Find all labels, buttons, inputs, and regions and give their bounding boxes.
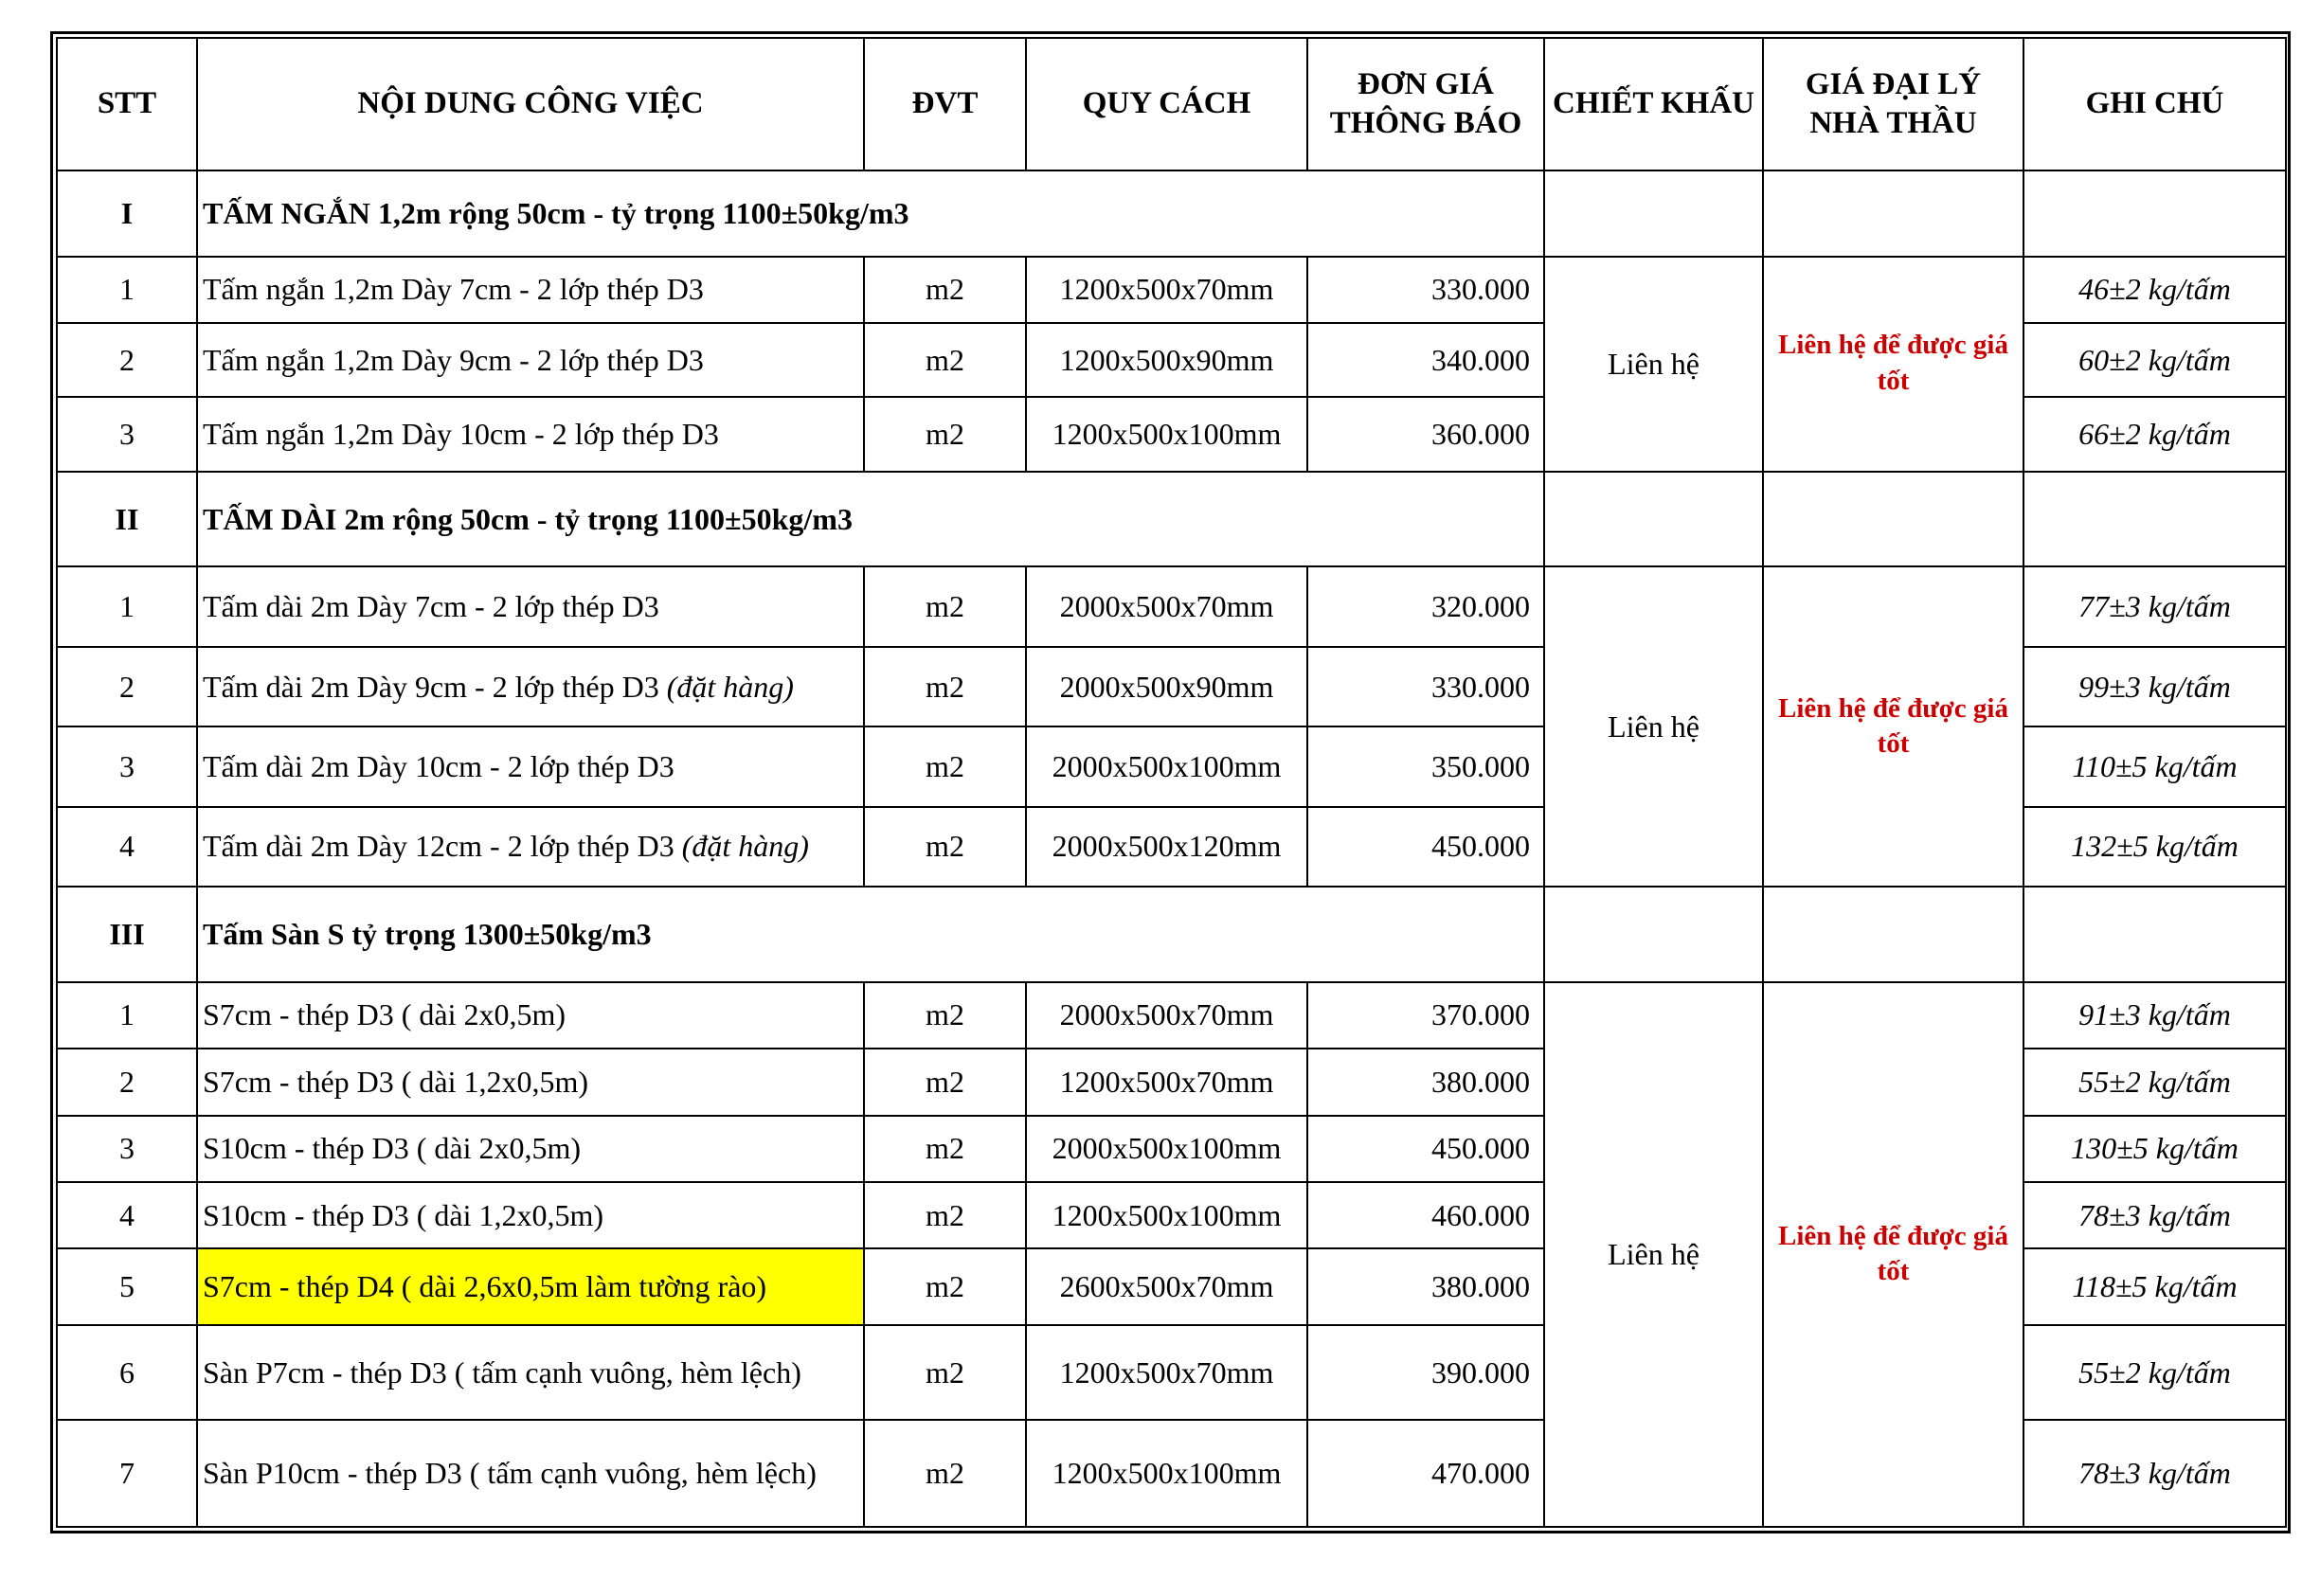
row-ghi-chu: 55±2 kg/tấm xyxy=(2023,1049,2286,1115)
price-table-frame xyxy=(50,31,2291,1533)
row-dvt: m2 xyxy=(864,982,1026,1049)
row-name xyxy=(197,807,864,887)
row-name xyxy=(197,397,864,471)
row-price: 380.000 xyxy=(1307,1248,1544,1324)
row-order-note: (đặt hàng) xyxy=(681,829,809,864)
row-stt: 2 xyxy=(57,323,197,397)
row-dvt: m2 xyxy=(864,1116,1026,1182)
row-name xyxy=(197,982,864,1049)
section-gia-dai-ly: Liên hệ để được giá tốt xyxy=(1763,982,2023,1527)
row-name xyxy=(197,1248,864,1324)
row-price: 450.000 xyxy=(1307,1116,1544,1182)
row-name-text: S10cm - thép D3 ( dài 1,2x0,5m) xyxy=(203,1197,604,1232)
row-name xyxy=(197,1049,864,1115)
row-name-text: Tấm dài 2m Dày 10cm - 2 lớp thép D3 xyxy=(203,748,674,783)
section-header-row xyxy=(57,170,2286,257)
row-name xyxy=(197,1420,864,1527)
section-empty-cell xyxy=(2023,887,2286,982)
table-row xyxy=(57,982,2286,1049)
row-dvt: m2 xyxy=(864,1049,1026,1115)
row-ghi-chu: 78±3 kg/tấm xyxy=(2023,1420,2286,1527)
section-empty-cell xyxy=(1544,170,1763,257)
header-noi-dung: NỘI DUNG CÔNG VIỆC xyxy=(197,38,864,170)
header-row xyxy=(57,38,2286,170)
section-gia-dai-ly: Liên hệ để được giá tốt xyxy=(1763,257,2023,472)
row-spec: 2000x500x70mm xyxy=(1026,566,1307,646)
row-dvt: m2 xyxy=(864,1248,1026,1324)
row-name-text: S7cm - thép D4 ( dài 2,6x0,5m làm tường rào) xyxy=(203,1269,767,1304)
row-dvt: m2 xyxy=(864,1420,1026,1527)
row-spec: 2600x500x70mm xyxy=(1026,1248,1307,1324)
header-gia-dai-ly: GIÁ ĐẠI LÝ NHÀ THẦU xyxy=(1763,38,2023,170)
row-stt: 4 xyxy=(57,1182,197,1248)
row-dvt: m2 xyxy=(864,1182,1026,1248)
row-ghi-chu: 46±2 kg/tấm xyxy=(2023,257,2286,323)
section-number: II xyxy=(57,472,197,567)
row-ghi-chu: 91±3 kg/tấm xyxy=(2023,982,2286,1049)
row-ghi-chu: 110±5 kg/tấm xyxy=(2023,726,2286,806)
header-stt: STT xyxy=(57,38,197,170)
section-empty-cell xyxy=(1763,472,2023,567)
row-spec: 1200x500x100mm xyxy=(1026,1182,1307,1248)
row-dvt: m2 xyxy=(864,807,1026,887)
row-name-text: Tấm ngắn 1,2m Dày 10cm - 2 lớp thép D3 xyxy=(203,417,719,452)
header-don-gia: ĐƠN GIÁ THÔNG BÁO xyxy=(1307,38,1544,170)
row-stt: 1 xyxy=(57,982,197,1049)
row-stt: 6 xyxy=(57,1325,197,1421)
row-name xyxy=(197,1182,864,1248)
row-ghi-chu: 66±2 kg/tấm xyxy=(2023,397,2286,471)
table-row xyxy=(57,257,2286,323)
row-spec: 2000x500x120mm xyxy=(1026,807,1307,887)
row-price: 450.000 xyxy=(1307,807,1544,887)
row-name-text: Tấm dài 2m Dày 12cm - 2 lớp thép D3 xyxy=(203,829,674,864)
row-dvt: m2 xyxy=(864,397,1026,471)
row-dvt: m2 xyxy=(864,647,1026,726)
row-price: 370.000 xyxy=(1307,982,1544,1049)
row-price: 460.000 xyxy=(1307,1182,1544,1248)
header-chiet-khau: CHIẾT KHẤU xyxy=(1544,38,1763,170)
row-price: 320.000 xyxy=(1307,566,1544,646)
section-empty-cell xyxy=(1544,887,1763,982)
section-number: I xyxy=(57,170,197,257)
row-ghi-chu: 60±2 kg/tấm xyxy=(2023,323,2286,397)
row-name xyxy=(197,726,864,806)
row-dvt: m2 xyxy=(864,323,1026,397)
row-spec: 1200x500x70mm xyxy=(1026,257,1307,323)
section-empty-cell xyxy=(1763,887,2023,982)
row-name xyxy=(197,323,864,397)
row-stt: 7 xyxy=(57,1420,197,1527)
row-spec: 2000x500x90mm xyxy=(1026,647,1307,726)
row-name-text: Sàn P10cm - thép D3 ( tấm cạnh vuông, hèm lệch) xyxy=(203,1456,817,1491)
row-ghi-chu: 55±2 kg/tấm xyxy=(2023,1325,2286,1421)
row-stt: 1 xyxy=(57,566,197,646)
row-spec: 1200x500x100mm xyxy=(1026,397,1307,471)
row-name xyxy=(197,566,864,646)
row-price: 350.000 xyxy=(1307,726,1544,806)
row-name-text: S7cm - thép D3 ( dài 2x0,5m) xyxy=(203,997,567,1032)
row-price: 330.000 xyxy=(1307,647,1544,726)
row-name xyxy=(197,1116,864,1182)
row-ghi-chu: 77±3 kg/tấm xyxy=(2023,566,2286,646)
row-stt: 3 xyxy=(57,1116,197,1182)
row-price: 360.000 xyxy=(1307,397,1544,471)
table-row xyxy=(57,566,2286,646)
row-price: 470.000 xyxy=(1307,1420,1544,1527)
row-stt: 2 xyxy=(57,647,197,726)
row-price: 380.000 xyxy=(1307,1049,1544,1115)
section-title: TẤM NGẮN 1,2m rộng 50cm - tỷ trọng 1100±50kg/m3 xyxy=(197,170,1544,257)
row-name-text: Tấm ngắn 1,2m Dày 7cm - 2 lớp thép D3 xyxy=(203,272,704,307)
section-empty-cell xyxy=(1763,170,2023,257)
table-body xyxy=(57,170,2286,1527)
row-name xyxy=(197,1325,864,1421)
row-spec: 1200x500x70mm xyxy=(1026,1049,1307,1115)
row-dvt: m2 xyxy=(864,1325,1026,1421)
row-spec: 2000x500x100mm xyxy=(1026,1116,1307,1182)
row-name-text: S10cm - thép D3 ( dài 2x0,5m) xyxy=(203,1131,582,1166)
header-dvt: ĐVT xyxy=(864,38,1026,170)
price-table xyxy=(56,37,2287,1528)
row-price: 330.000 xyxy=(1307,257,1544,323)
row-spec: 1200x500x90mm xyxy=(1026,323,1307,397)
row-dvt: m2 xyxy=(864,257,1026,323)
section-number: III xyxy=(57,887,197,982)
row-dvt: m2 xyxy=(864,726,1026,806)
row-stt: 4 xyxy=(57,807,197,887)
row-spec: 2000x500x100mm xyxy=(1026,726,1307,806)
row-stt: 3 xyxy=(57,726,197,806)
section-empty-cell xyxy=(2023,472,2286,567)
row-stt: 3 xyxy=(57,397,197,471)
row-name-text: Tấm dài 2m Dày 9cm - 2 lớp thép D3 xyxy=(203,669,659,704)
row-ghi-chu: 99±3 kg/tấm xyxy=(2023,647,2286,726)
section-gia-dai-ly: Liên hệ để được giá tốt xyxy=(1763,566,2023,887)
row-spec: 1200x500x70mm xyxy=(1026,1325,1307,1421)
row-stt: 5 xyxy=(57,1248,197,1324)
row-ghi-chu: 130±5 kg/tấm xyxy=(2023,1116,2286,1182)
section-empty-cell xyxy=(2023,170,2286,257)
row-price: 390.000 xyxy=(1307,1325,1544,1421)
row-name-text: Tấm dài 2m Dày 7cm - 2 lớp thép D3 xyxy=(203,589,659,624)
row-order-note: (đặt hàng) xyxy=(666,669,794,704)
section-header-row xyxy=(57,887,2286,982)
header-ghi-chu: GHI CHÚ xyxy=(2023,38,2286,170)
section-title: Tấm Sàn S tỷ trọng 1300±50kg/m3 xyxy=(197,887,1544,982)
row-stt: 2 xyxy=(57,1049,197,1115)
row-spec: 1200x500x100mm xyxy=(1026,1420,1307,1527)
section-chiet-khau: Liên hệ xyxy=(1544,257,1763,472)
row-name-text: Tấm ngắn 1,2m Dày 9cm - 2 lớp thép D3 xyxy=(203,342,704,377)
section-header-row xyxy=(57,472,2286,567)
row-spec: 2000x500x70mm xyxy=(1026,982,1307,1049)
row-stt: 1 xyxy=(57,257,197,323)
section-chiet-khau: Liên hệ xyxy=(1544,982,1763,1527)
row-price: 340.000 xyxy=(1307,323,1544,397)
row-name-text: S7cm - thép D3 ( dài 1,2x0,5m) xyxy=(203,1064,589,1099)
section-chiet-khau: Liên hệ xyxy=(1544,566,1763,887)
row-name xyxy=(197,257,864,323)
row-dvt: m2 xyxy=(864,566,1026,646)
row-name-text: Sàn P7cm - thép D3 ( tấm cạnh vuông, hèm lệch) xyxy=(203,1354,801,1390)
row-ghi-chu: 78±3 kg/tấm xyxy=(2023,1182,2286,1248)
row-ghi-chu: 132±5 kg/tấm xyxy=(2023,807,2286,887)
header-quy-cach: QUY CÁCH xyxy=(1026,38,1307,170)
row-ghi-chu: 118±5 kg/tấm xyxy=(2023,1248,2286,1324)
row-name xyxy=(197,647,864,726)
section-empty-cell xyxy=(1544,472,1763,567)
section-title: TẤM DÀI 2m rộng 50cm - tỷ trọng 1100±50kg/m3 xyxy=(197,472,1544,567)
